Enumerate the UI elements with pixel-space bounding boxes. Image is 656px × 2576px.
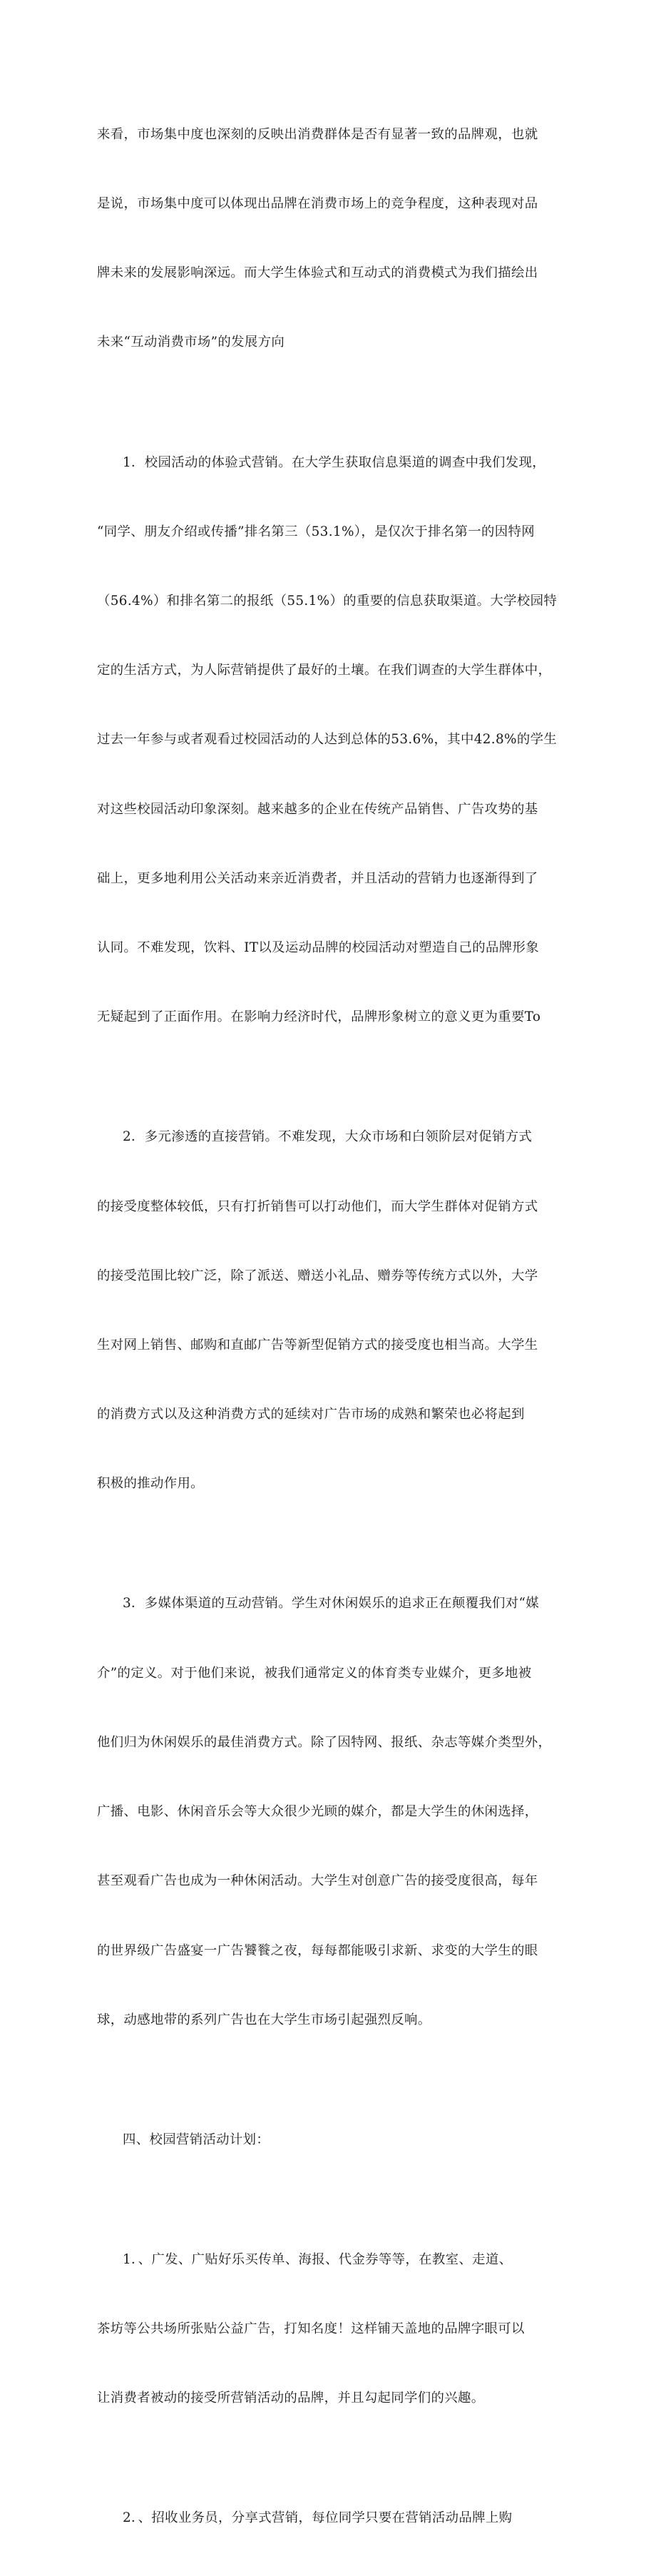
text-line: （56.4%）和排名第二的报纸（55.1%）的重要的信息获取渠道。大学校园特 <box>97 593 558 609</box>
text-line: 四、校园营销活动计划： <box>123 2132 270 2147</box>
text-line: 是说，市场集中度可以体现出品牌在消费市场上的竞争程度，这种表现对品 <box>97 196 538 212</box>
text-line: 无疑起到了正面作用。在影响力经济时代，品牌形象树立的意义更为重要To <box>97 1009 541 1025</box>
text-line: 的接受范围比较广泛，除了派送、赠送小礼品、赠券等传统方式以外，大学 <box>97 1268 538 1283</box>
paragraph-multimedia-marketing <box>97 1547 568 2078</box>
document-body <box>97 77 568 2576</box>
text-line: 牌未来的发展影响深远。而大学生体验式和互动式的消费模式为我们描绘出 <box>97 265 538 281</box>
text-line: 来看，市场集中度也深刻的反映出消费群体是否有显著一致的品牌观，也就 <box>97 126 538 142</box>
text-line: 2．、招收业务员，分享式营销，每位同学只要在营销活动品牌上购 <box>123 2510 513 2526</box>
text-line: 生对网上销售、邮购和直邮广告等新型促销方式的接受度也相当高。大学生 <box>97 1337 538 1353</box>
text-line: 积极的推动作用。 <box>97 1476 204 1492</box>
paragraph-direct-marketing <box>97 1079 568 1542</box>
text-line: 介”的定义。对于他们来说，被我们通常定义的体育类专业媒介，更多地被 <box>97 1665 532 1681</box>
text-line: 过去一年参与或者观看过校园活动的人达到总体的53.6%，其中42.8%的学生 <box>97 732 558 748</box>
text-line: “同学、朋友介绍或传播”排名第三（53.1%），是仅次于排名第一的因特网 <box>97 524 535 539</box>
text-line: 的接受度整体较低，只有打折销售可以打动他们，而大学生群体对促销方式 <box>97 1198 538 1214</box>
text-line: 球，动感地带的系列广告也在大学生市场引起强烈反响。 <box>97 2012 431 2027</box>
text-line: 让消费者被动的接受所营销活动的品牌，并且勾起同学们的兴趣。 <box>97 2391 485 2406</box>
text-line: 甚至观看广告也成为一种休闲活动。大学生对创意广告的接受度很高，每年 <box>97 1873 538 1889</box>
text-line: 茶坊等公共场所张贴公益广告，打知名度！这样铺天盖地的品牌字眼可以 <box>97 2321 525 2336</box>
text-line: 础上，更多地利用公关活动来亲近消费者，并且活动的营销力也逐渐得到了 <box>97 870 538 886</box>
paragraph-plan-item-1 <box>97 2202 568 2456</box>
text-line: 的世界级广告盛宴一广告饕餮之夜，每每都能吸引求新、求变的大学生的眼 <box>97 1943 538 1958</box>
paragraph-campus-experiential-marketing <box>97 405 568 1076</box>
section-heading-campus-plan <box>97 2082 568 2198</box>
text-line: 广播、电影、休闲音乐会等大众很少光顾的媒介，都是大学生的休闲选择， <box>97 1804 538 1820</box>
text-line: 1．、广发、广贴好乐买传单、海报、代金券等等，在教室、走道、 <box>123 2251 513 2267</box>
text-line: 认同。不难发现，饮料、IT以及运动品牌的校园活动对塑造自己的品牌形象 <box>97 940 539 956</box>
text-line: 1．校园活动的体验式营销。在大学生获取信息渠道的调查中我们发现， <box>123 454 546 470</box>
text-line: 对这些校园活动印象深刻。越来越多的企业在传统产品销售、广告攻势的基 <box>97 801 538 817</box>
paragraph-plan-item-2 <box>97 2460 568 2576</box>
text-line: 定的生活方式，为人际营销提供了最好的土壤。在我们调查的大学生群体中， <box>97 663 552 678</box>
text-line: 3．多媒体渠道的互动营销。学生对休闲娱乐的追求正在颠覆我们对“媒 <box>123 1596 540 1612</box>
text-line: 2．多元渗透的直接营销。不难发现，大众市场和白领阶层对促销方式 <box>123 1129 533 1145</box>
text-line: 的消费方式以及这种消费方式的延续对广告市场的成熟和繁荣也必将起到 <box>97 1407 525 1422</box>
text-line: 他们归为休闲娱乐的最佳消费方式。除了因特网、报纸、杂志等媒介类型外， <box>97 1734 552 1750</box>
text-line: 未来“互动消费市场”的发展方向 <box>97 335 285 350</box>
paragraph-intro <box>97 77 568 401</box>
